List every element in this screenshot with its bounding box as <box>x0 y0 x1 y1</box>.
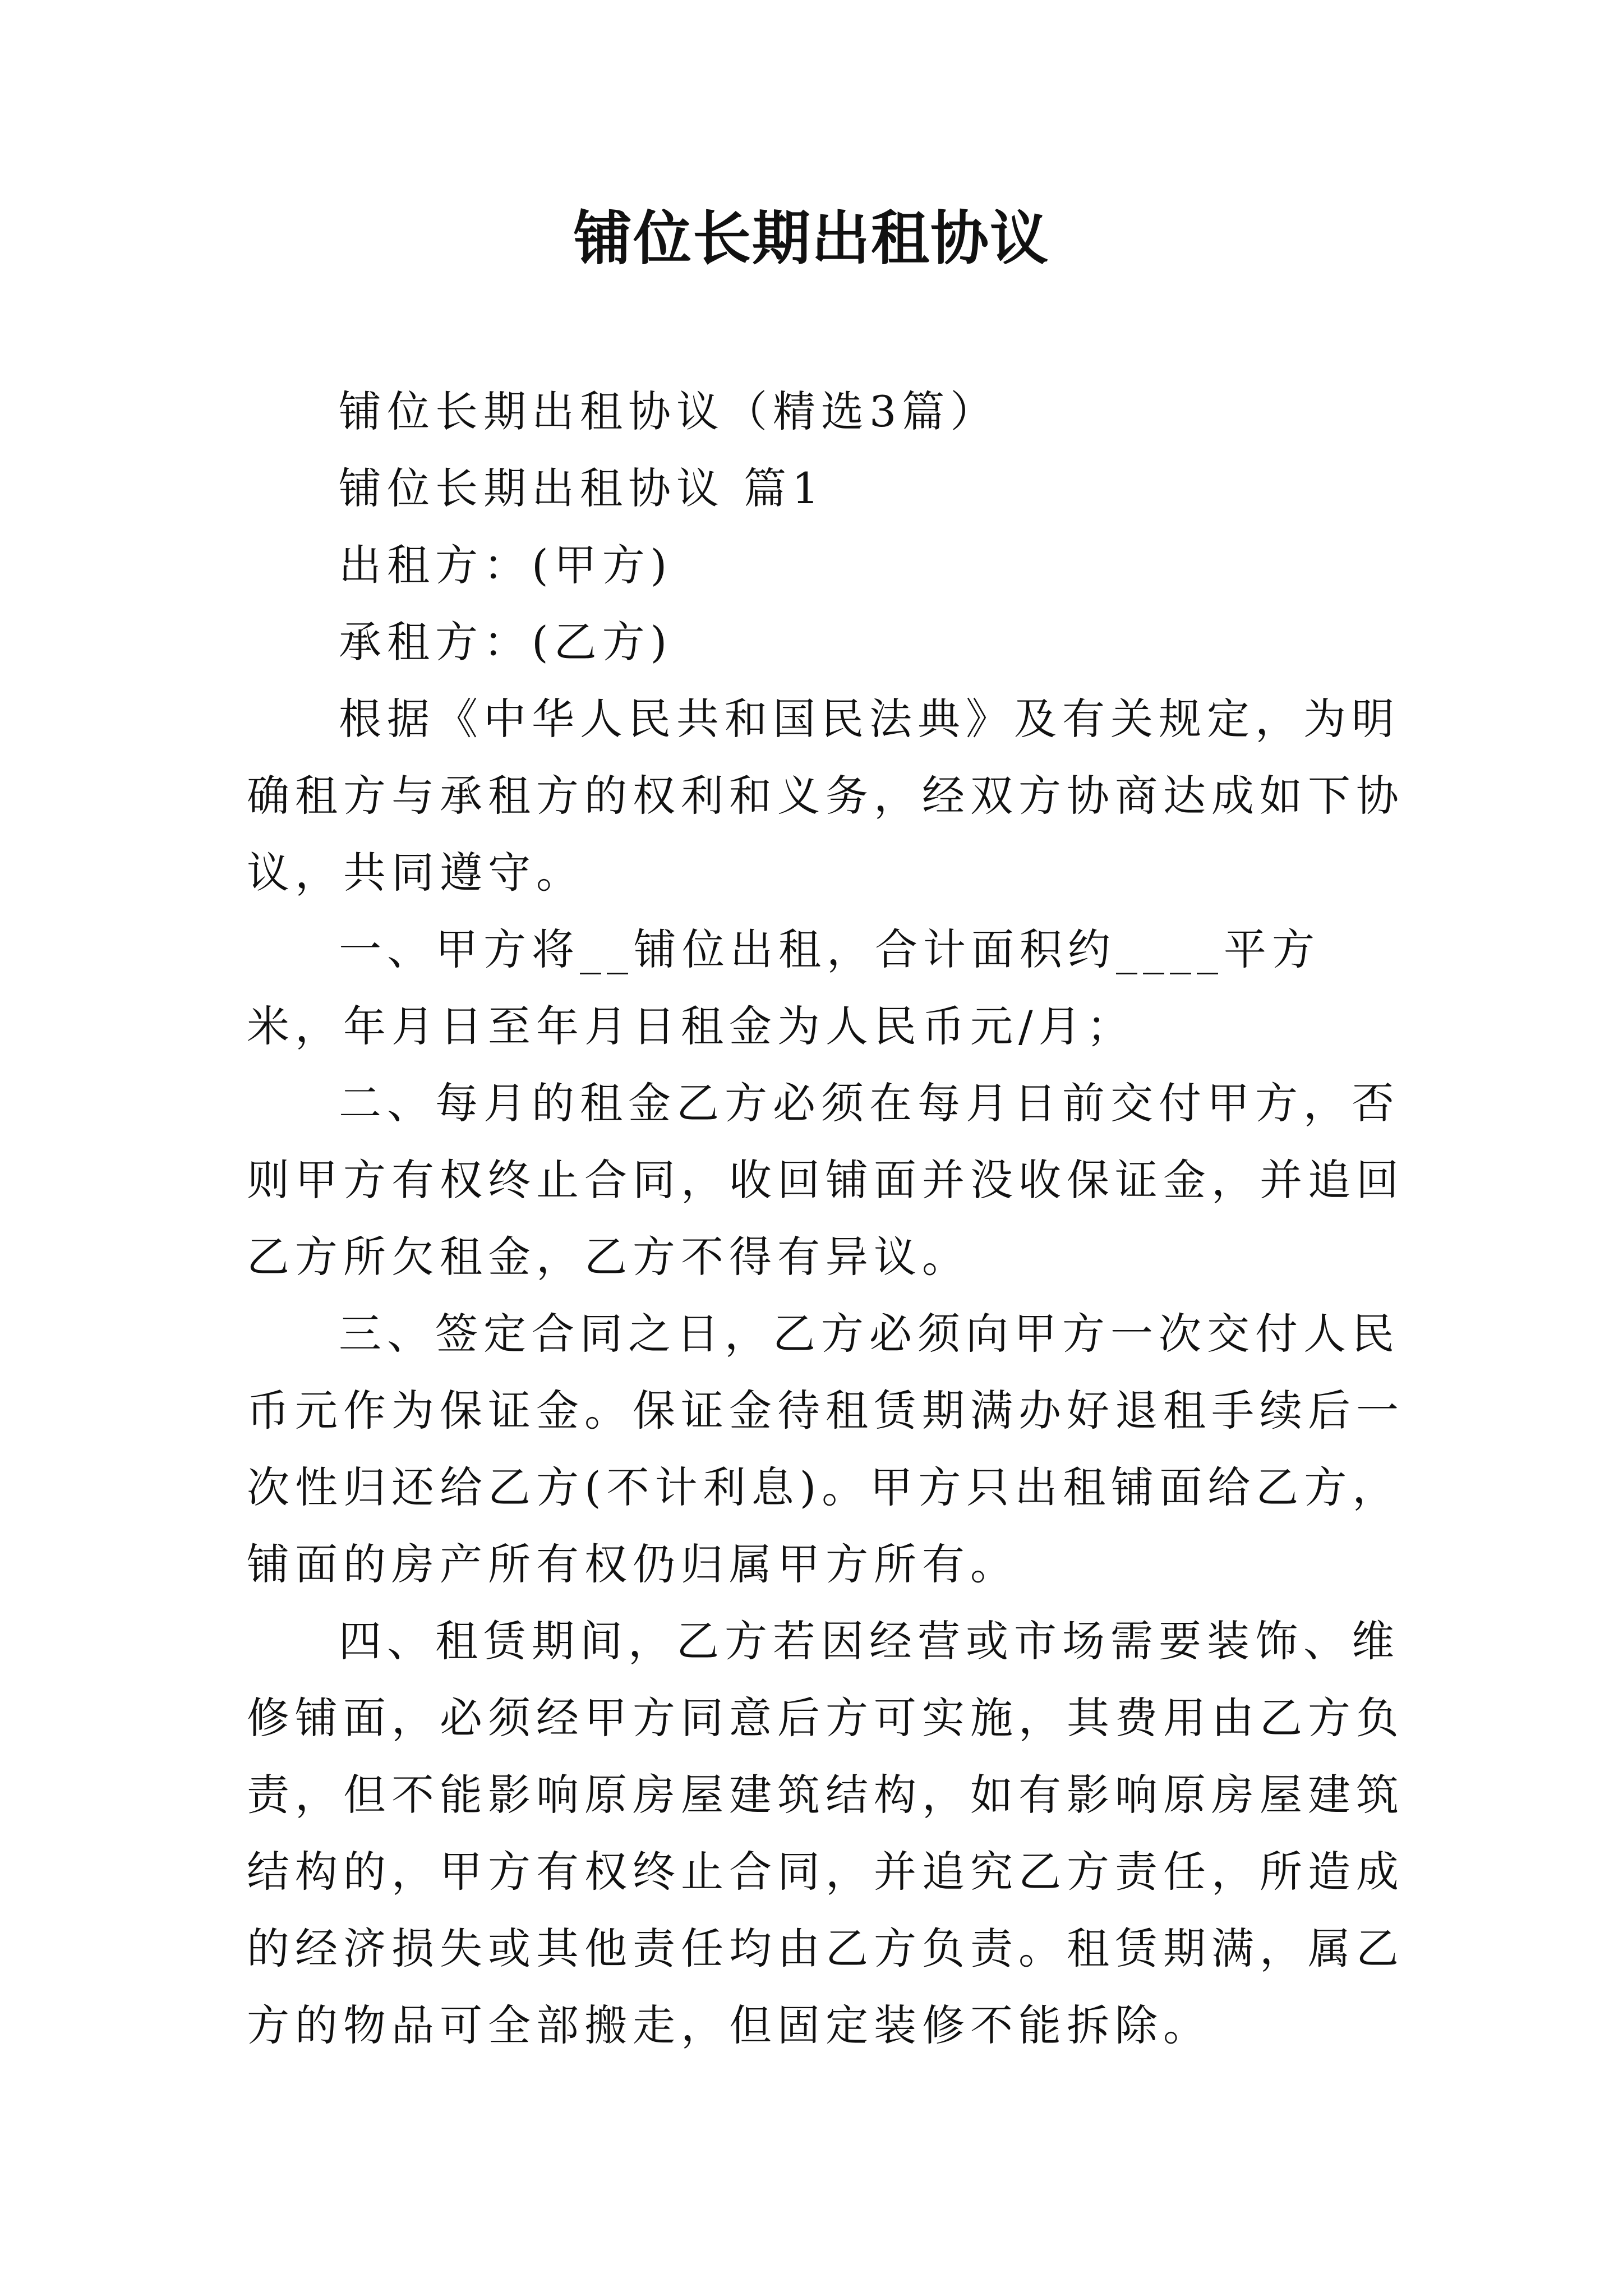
paragraph-clause-2: 二、每月的租金乙方必须在每月日前交付甲方，否则甲方有权终止合同，收回铺面并没收保证金，并追回乙方所欠租金，乙方不得有异议。 <box>247 1078 1404 1282</box>
paragraph-clause-4: 四、租赁期间，乙方若因经营或市场需要装饰、维修铺面，必须经甲方同意后方可实施，其费用由乙方负责，但不能影响原房屋建筑结构，如有影响原房屋建筑结构的，甲方有权终止合同，并追究乙方责任，所造成的经济损失或其他责任均由乙方负责。租赁期满，属乙方的物品可全部搬走，但固定装修不能拆除。 <box>247 1616 1404 2050</box>
paragraph-section-heading: 铺位长期出租协议 篇1 <box>339 463 825 513</box>
document-body <box>247 373 1408 2064</box>
paragraph-preamble: 根据《中华人民共和国民法典》及有关规定，为明确租方与承租方的权利和义务，经双方协商达成如下协议，共同遵守。 <box>247 694 1404 898</box>
paragraph-subtitle: 铺位长期出租协议（精选3篇） <box>339 386 999 436</box>
document-title: 铺位长期出租协议 <box>573 204 1049 273</box>
paragraph-lessee: 承租方：(乙方) <box>339 617 673 667</box>
paragraph-lessor: 出租方：(甲方) <box>339 540 673 590</box>
paragraph-clause-3: 三、签定合同之日，乙方必须向甲方一次交付人民币元作为保证金。保证金待租赁期满办好退租手续后一次性归还给乙方(不计利息)。甲方只出租铺面给乙方，铺面的房产所有权仍归属甲方所有。 <box>247 1309 1404 1589</box>
paragraph-clause-1: 一、甲方将__铺位出租，合计面积约____平方米，年月日至年月日租金为人民币元/月； <box>247 924 1320 1051</box>
